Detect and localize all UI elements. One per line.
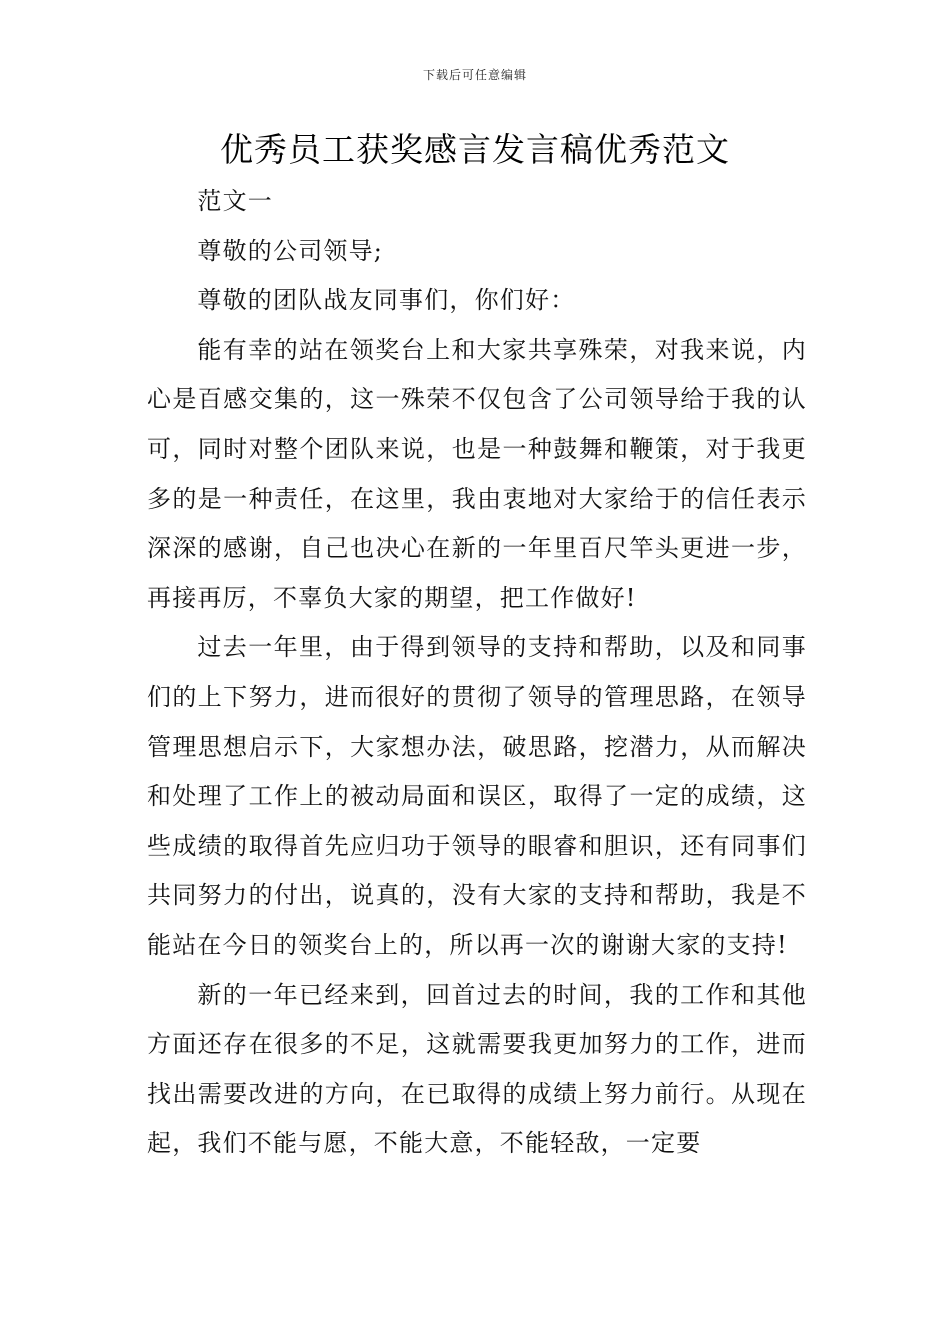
paragraph-body-1: 能有幸的站在领奖台上和大家共享殊荣，对我来说，内心是百感交集的，这一殊荣不仅包含了公司领导给于我的认可，同时对整个团队来说，也是一种鼓舞和鞭策，对于我更多的是一种责任，在这里，我由衷地对大家给于的信任表示深深的感谢，自己也决心在新的一年里百尺竿头更进一步，再接再厉，不辜负大家的期望，把工作做好!: [147, 335, 807, 612]
paragraph-salutation-colleagues: 尊敬的团队战友同事们，你们好：: [197, 286, 576, 315]
paragraph-body-2: 过去一年里，由于得到领导的支持和帮助，以及和同事们的上下努力，进而很好的贯彻了领导的管理思路，在领导管理思想启示下，大家想办法，破思路，挖潜力，从而解决和处理了工作上的被动局面和误区，取得了一定的成绩，这些成绩的取得首先应归功于领导的眼睿和胆识，还有同事们共同努力的付出，说真的，没有大家的支持和帮助，我是不能站在今日的领奖台上的，所以再一次的谢谢大家的支持!: [147, 633, 807, 959]
paragraph-salutation-leaders: 尊敬的公司领导;: [197, 236, 384, 265]
page-header-note: 下载后可任意编辑: [422, 68, 527, 82]
paragraph-body-3: 新的一年已经来到，回首过去的时间，我的工作和其他方面还存在很多的不足，这就需要我更加努力的工作，进而找出需要改进的方向，在已取得的成绩上努力前行。从现在起，我们不能与愿，不能大意，不能轻敌，一定要: [147, 980, 807, 1158]
paragraph-sample-label: 范文一: [197, 187, 273, 215]
document-body: [147, 177, 807, 1169]
document-title: 优秀员工获奖感言发言稿优秀范文: [220, 130, 730, 169]
